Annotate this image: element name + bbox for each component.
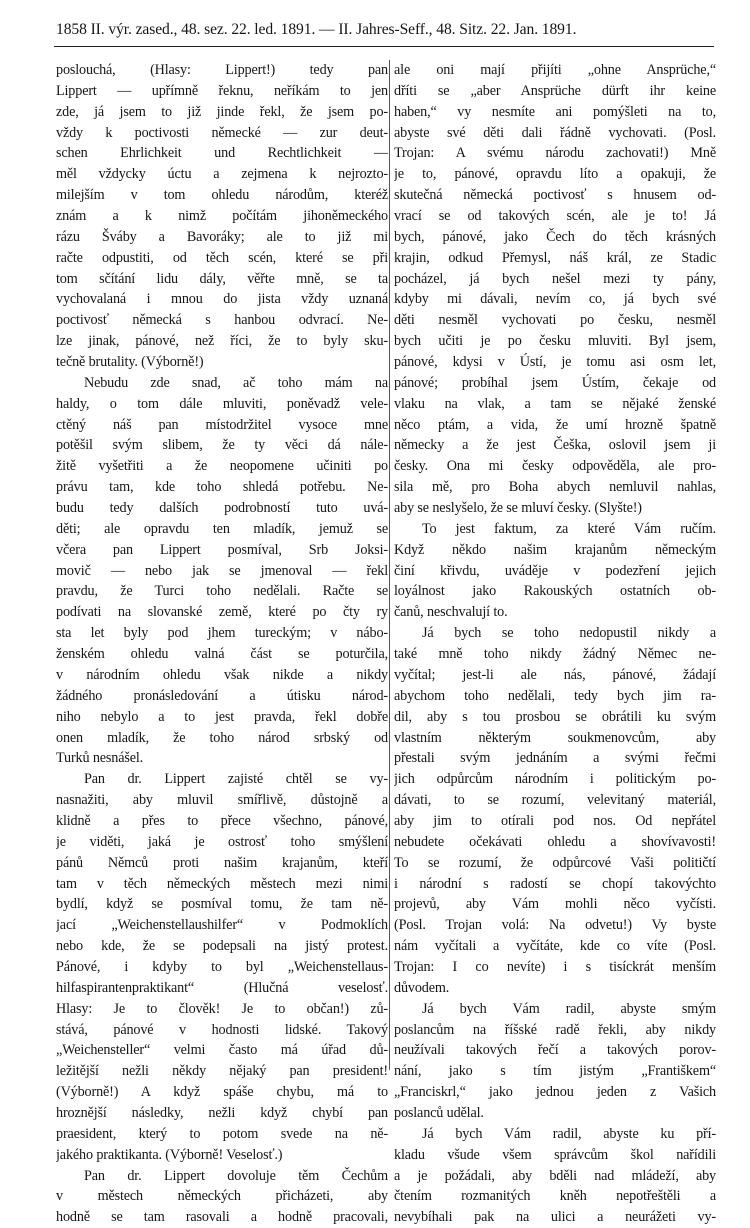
text-line: znám a k nimž počítám jihoněmeckého (56, 208, 388, 225)
text-line: v národním ohledu však nikde a nikdy (56, 666, 388, 683)
text-line: nasnažiti, aby mluvil smířlivě, důstojně a (56, 792, 388, 809)
right-column (394, 60, 716, 1228)
header-rule (54, 46, 714, 47)
text-line: Já bych se toho nedopustil nikdy a (422, 625, 716, 642)
text-line: i národní s radostí se chopí takovýchto (394, 875, 716, 892)
text-line: hodně se tam rasovali a hodně pracovali, (56, 1209, 388, 1226)
text-line: právu tam, kde toho shledá potřebu. Ne- (56, 479, 388, 496)
text-line: rázu Šváby a Bavoráky; ale to již mi (56, 228, 388, 245)
text-line: poslancům na říšské radě řekli, aby nikdy (394, 1021, 716, 1038)
text-line: niho nebylo a to jest pravda, řekl dobře (56, 708, 388, 725)
text-line: haben,“ vy nesmíte ani pomýšleti na to, (394, 103, 716, 120)
paragraph (394, 60, 716, 519)
text-line: Turků nesnášel. (56, 750, 144, 767)
text-line: vlaku na vlak, a tam se nějaké ženské (394, 395, 716, 412)
text-line: důvodem. (394, 979, 450, 996)
text-line: nebudete očekávati ohledu a shovívavosti! (394, 833, 716, 850)
text-line: budu tedy dalších podrobností tuto uvá- (56, 500, 388, 517)
text-line: ctěný náš pan místodržitel vysoce mne (56, 416, 388, 433)
text-line: a je požádali, aby bděli nad mládeží, aby (394, 1167, 716, 1184)
text-line: ležitější nežli někdy nějaký pan president! (56, 1063, 388, 1080)
paragraph (394, 623, 716, 998)
text-line: děti nesměl vychovati po česku, nesměl (394, 312, 716, 329)
text-line: děti; ale opravdu ten mladík, jemuž se (56, 520, 388, 537)
text-line: vždy k poctivosti německé — zur deut- (56, 124, 388, 141)
text-line: Když někdo našim krajanům německým (394, 541, 716, 558)
text-line: žádného pronásledování a útisku národ- (56, 687, 388, 704)
text-line: Trojan: I co nevíte) i s tisíckrát menším (394, 958, 716, 975)
paragraph (56, 373, 388, 769)
text-line: „Weichensteller“ velmi často má úřad dů- (56, 1042, 388, 1059)
text-line: dil, aby s tou prosbou se obrátili ku svým (394, 708, 716, 725)
text-line: také mně toho nikdy žádný Němec ne- (394, 646, 716, 663)
text-line: (Výborně!) A když spáše chybu, má to (56, 1084, 388, 1101)
paragraph (394, 519, 716, 623)
text-line: čtením rozmanitých kněh nepotřeštěli a (394, 1188, 716, 1205)
text-line: praesident, který to potom svede na ně- (56, 1125, 388, 1142)
text-line: nám vyčítali a vyčítáte, kde co víte (Posl. (394, 938, 716, 955)
column-divider (389, 60, 390, 1070)
left-column (56, 60, 388, 1228)
text-line: projevů, aby Vám mohli něco vyčísti. (394, 896, 716, 913)
paragraph (56, 1166, 388, 1228)
text-line: račte odpustiti, od těch scén, které se při (56, 249, 388, 266)
text-line: vrací se od takových scén, ale je to! Já (394, 208, 716, 225)
running-head: 1858 II. výr. zased., 48. sez. 22. led. 1891. — II. Jahres-Seff., 48. Sitz. 22. Jan. 1891. (56, 21, 577, 38)
text-line: tom sčítání lidu dály, věřte mně, se ta (56, 270, 388, 287)
text-line: pánové, kdysi v Ústí, je tomu asi osm let, (394, 354, 716, 371)
text-line: aby jim to otírali pod nos. Od nepřátel (394, 812, 716, 829)
text-line: krajin, odkud Přemysl, náš král, ze Stadic (394, 249, 716, 266)
text-line: bydlí, když se posmíval tomu, že tam ně- (56, 896, 388, 913)
text-line: kdyby mi dávali, nevím co, já bych své (394, 291, 716, 308)
text-line: tam v těch německých městech mezi nimi (56, 875, 388, 892)
text-line: haldy, o tom dále mluviti, poněvadž vele- (56, 395, 388, 412)
text-line: abyste své děti dali řádně vychovati. (Posl. (394, 124, 716, 141)
text-line: jací „Weichenstellaushilfer“ v Podmoklích (56, 917, 388, 934)
text-line: kladu všude všem správcům škol nařídili (394, 1146, 716, 1163)
text-line: Já bych Vám radil, abyste smým (422, 1000, 716, 1017)
text-line: schen Ehrlichkeit und Rechtlichkeit — (56, 145, 388, 162)
text-line: stává, pánové v hodnosti lidské. Takový (56, 1021, 388, 1038)
text-line: To jest faktum, za které Vám ručím. (422, 520, 716, 537)
text-line: onen mladík, že toho národ srbský od (56, 729, 388, 746)
text-line: tečně brutality. (Výborně!) (56, 354, 204, 371)
text-line: Pan dr. Lippert zajisté chtěl se vy- (84, 771, 388, 788)
text-line: nebo kde, že se podepsali na jistý protest. (56, 938, 388, 955)
text-line: ale oni mají přijíti „ohne Ansprüche,“ (394, 62, 716, 78)
text-line: je viděti, jaká je ostrosť toho smýšlení (56, 833, 388, 850)
text-line: jich odpůrcům národním i politickým po- (394, 771, 716, 788)
text-line: sta let byly pod jhem tureckým; v nábo- (56, 625, 388, 642)
text-line: vlastním některým soukmenovcům, aby (394, 729, 716, 746)
text-line: ženském ohledu valná část se poturčila, (56, 646, 388, 663)
text-line: lze jinak, pánové, než říci, že to byly sku- (56, 333, 388, 350)
text-line: movič — nebo jak se jmenoval — řekl (56, 562, 388, 579)
text-line: činí křivdu, uváděje v podezření jejich (394, 562, 716, 579)
text-line: nevybíhali pak na ulici a neurážeti vy- (394, 1209, 716, 1226)
text-line: poslanců udělal. (394, 1104, 484, 1121)
text-line: klidně a přes to přece všechno, pánové, (56, 812, 388, 829)
text-line: To se rozumí, že odpůrcové Vaši političtí (394, 854, 716, 871)
text-line: pánů Němců proti našim krajanům, kteří (56, 854, 388, 871)
text-line: pánové; probíhal jsem Ústím, čekaje od (394, 374, 716, 391)
text-line: Já bych Vám radil, abyste ku pří- (422, 1125, 716, 1142)
text-line: „Franciskrl,“ jako jednou jeden z Vašich (394, 1084, 716, 1101)
text-line: neužívali takových řečí a takových porov- (394, 1042, 716, 1059)
text-line: jakého praktikanta. (Výborně! Veselosť.) (56, 1146, 283, 1163)
text-line: včera pan Lippert posmíval, Srb Joksi- (56, 541, 388, 558)
text-line: Lippert — upřímně řeknu, neříkám to jen (56, 82, 388, 99)
text-line: dříti se „aber Ansprüche dürft ihr keine (394, 82, 716, 99)
text-line: hilfaspirantenpraktikant“ (Hlučná veselosť. (56, 979, 388, 996)
text-line: Trojan: A svému národu zachovati!) Mně (394, 145, 716, 162)
text-line: je to, pánové, opravdu líto a opakuji, že (394, 166, 716, 183)
text-line: milejším v tom ohledu národům, kteréž (56, 187, 388, 204)
text-line: v městech německých přicházeti, aby (56, 1188, 388, 1205)
text-line: Pánové, i kdyby to byl „Weichenstellaus- (56, 958, 388, 975)
text-line: potěšil svým slibem, že ty věci dá nále- (56, 437, 388, 454)
text-line: německy a že jest Češka, oslovil jsem ji (394, 437, 716, 454)
text-line: Hlasy: Je to člověk! Je to občan!) zů- (56, 1000, 388, 1017)
paragraph (394, 999, 716, 1124)
text-line: abychom toho nedělali, tedy bych jim ra- (394, 687, 716, 704)
text-line: hroznější následky, nežli když chybí pan (56, 1104, 388, 1121)
text-line: poslouchá, (Hlasy: Lippert!) tedy pan (56, 62, 388, 78)
text-line: nání, jako s tím jistým „Františkem“ (394, 1063, 716, 1080)
text-line: (Posl. Trojan volá: Na odvetu!) Vy byste (394, 917, 716, 934)
text-line: podívati na slovanské země, které po čty ry (56, 604, 388, 621)
text-line: pravdu, že Turci toho nedělali. Račte se (56, 583, 388, 600)
text-line: bych učiti je po česku mluviti. Byl jsem, (394, 333, 716, 350)
text-line: Nebudu zde snad, ač toho mám na (84, 374, 388, 391)
paragraph (56, 769, 388, 1165)
text-line: loyálnost jako Rakouských ostatních ob- (394, 583, 716, 600)
text-line: měl vždycky úctu a zejmena k nejrozto- (56, 166, 388, 183)
text-line: vyčítal; jest-li ale nás, pánové, žádají (394, 666, 716, 683)
text-line: sila mě, pro Boha abych nemluvil nahlas, (394, 479, 716, 496)
text-line: něco ptám, a vida, že umí hrozně špatně (394, 416, 716, 433)
text-line: bych, pánové, jako Čech do těch krásných (394, 228, 716, 245)
text-line: Pan dr. Lippert dovoluje těm Čechům (84, 1167, 388, 1184)
text-line: zde, já jsem to již jinde řekl, že jsem po- (56, 103, 388, 120)
text-line: čanů, neschvalují to. (394, 604, 508, 621)
text-line: žitě vyšetřiti a že neopomene učiniti po (56, 458, 388, 475)
text-line: vychovalaná i mnou do jista vždy uznaná (56, 291, 388, 308)
text-line: česky. Ona mi česky odpověděla, ale pro- (394, 458, 716, 475)
text-line: přestali svým jednáním a svými řečmi (394, 750, 716, 767)
text-line: skutečná německá poctivosť s hnusem od- (394, 187, 716, 204)
paragraph (394, 1124, 716, 1228)
text-line: pocházel, já bych nešel mezi ty pány, (394, 270, 716, 287)
text-line: aby se neslyšelo, že se mluví česky. (Slyšte!) (394, 500, 642, 517)
paragraph (56, 60, 388, 373)
text-line: dávati, to se rozumí, velevitaný materiál, (394, 792, 716, 809)
text-line: poctivosť německá s hanbou odvrací. Ne- (56, 312, 388, 329)
